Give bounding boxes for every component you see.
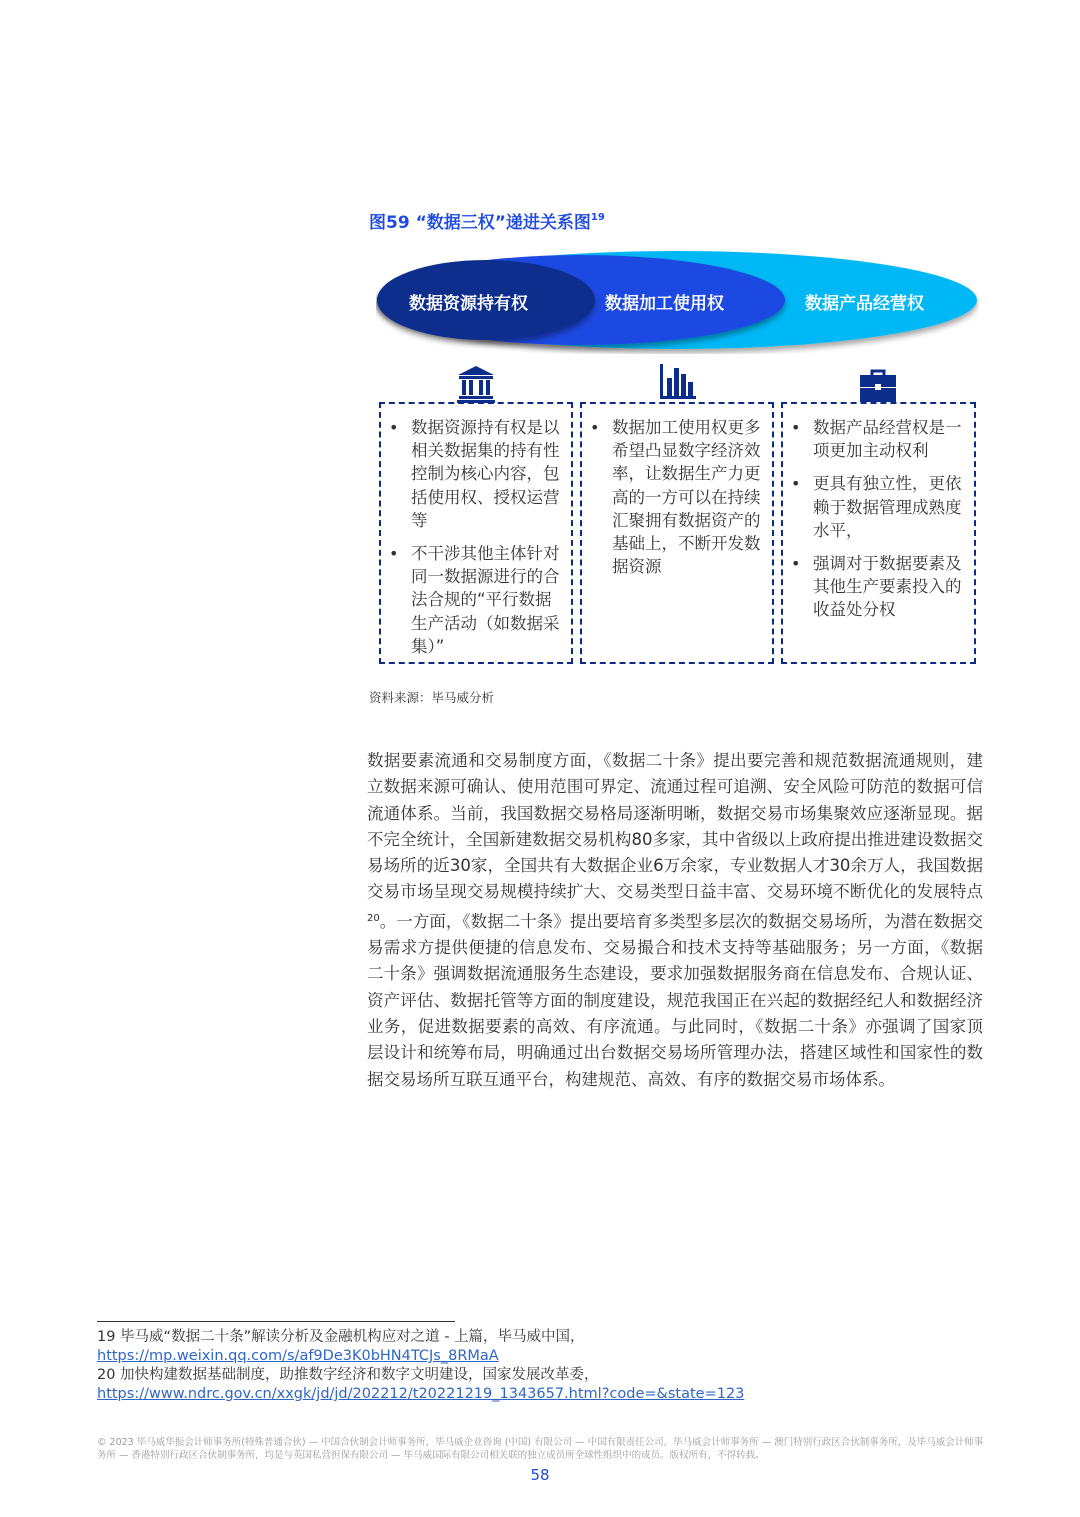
column-box-processing-use	[580, 402, 774, 664]
briefcase-icon	[858, 366, 898, 406]
footnote-ref-20[interactable]: 20	[367, 912, 380, 924]
oval-label-product-operation: 数据产品经营权	[805, 294, 924, 314]
bar-chart-icon	[658, 362, 698, 402]
page-number: 58	[530, 1466, 550, 1484]
footnote-divider	[97, 1321, 455, 1322]
bank-building-icon	[456, 364, 496, 404]
bullet-item: • 数据资源持有权是以相关数据集的持有性控制为核心内容，包括使用权、授权运营等	[381, 416, 563, 532]
oval-label-processing-use: 数据加工使用权	[605, 294, 724, 314]
footnote-20-link[interactable]: https://www.ndrc.gov.cn/xxgk/jd/jd/202212/t20221219_1343657.html?code=&state=123	[97, 1386, 745, 1402]
bullet-item: • 数据产品经营权是一项更加主动权利	[783, 416, 966, 462]
bullet-item: • 不干涉其他主体针对同一数据源进行的合法合规的“平行数据生产活动（如数据采集）”	[381, 542, 563, 658]
footnotes	[97, 1328, 957, 1404]
copyright-notice: © 2023 毕马威华振会计师事务所(特殊普通合伙) — 中国合伙制会计师事务所，毕马威企业咨询 (中国) 有限公司 — 中国有限责任公司，毕马威会计师事务所 — 澳门特别行政区合伙制事务所，及毕马威会计师事务所 — 香港特别行政区合伙制事务所，均是与英国私营担保有限公司 — 毕马威国际有限公司相关联的独立成员所全球性组织中的成员。版权所有，不得转载。	[97, 1437, 984, 1461]
bullet-item: • 强调对于数据要素及其他生产要素投入的收益处分权	[783, 552, 966, 622]
figure-title-footnote-ref[interactable]: 19	[590, 212, 605, 223]
body-paragraph: 数据要素流通和交易制度方面，《数据二十条》提出要完善和规范数据流通规则，建立数据来源可确认、使用范围可界定、流通过程可追溯、安全风险可防范的数据可信流通体系。当前，我国数据交易格局逐渐明晰，数据交易市场集聚效应逐渐显现。据不完全统计，全国新建数据交易机构80多家，其中省级以上政府提出推进建设数据交易场所的近30家，全国共有大数据企业6万余家，专业数据人才30余万人，我国数据交易市场呈现交易规模持续扩大、交易类型日益丰富、交易环境不断优化的发展特点$^{20}$。一方面，《数据二十条》提出要培育多类型多层次的数据交易场所，为潜在数据交易需求方提供便捷的信息发布、交易撮合和技术支持等基础服务；另一方面，《数据二十条》强调数据流通服务生态建设，要求加强数据服务商在信息发布、合规认证、资产评估、数据托管等方面的制度建设，规范我国正在兴起的数据经纪人和数据经济业务，促进数据要素的高效、有序流通。与此同时，《数据二十条》亦强调了国家顶层设计和统筹布局，明确通过出台数据交易场所管理办法，搭建区域性和国家性的数据交易场所互联互通平台，构建规范、高效、有序的数据交易市场体系。	[367, 751, 983, 1089]
footnote-19-text: 19 毕马威“数据二十条”解读分析及金融机构应对之道 - 上篇，毕马威中国，	[97, 1329, 585, 1345]
bullet-item: • 数据加工使用权更多希望凸显数字经济效率，让数据生产力更高的一方可以在持续汇聚拥有数据资产的基础上，不断开发数据资源	[582, 416, 764, 578]
figure-title: 图59 “数据三权”递进关系图$^{19}$	[369, 212, 605, 233]
footnote-20-text: 20 加快构建数据基础制度，助推数字经济和数字文明建设，国家发展改革委，	[97, 1367, 599, 1383]
column-box-resource-holding	[379, 402, 573, 664]
figure-source: 资料来源：毕马威分析	[369, 690, 495, 705]
bullet-item: • 更具有独立性，更依赖于数据管理成熟度水平，	[783, 472, 966, 542]
oval-label-resource-holding: 数据资源持有权	[409, 294, 528, 314]
column-box-product-operation	[781, 402, 976, 664]
footnote-19-link[interactable]: https://mp.weixin.qq.com/s/af9De3K0bHN4TCJs_8RMaA	[97, 1348, 499, 1364]
